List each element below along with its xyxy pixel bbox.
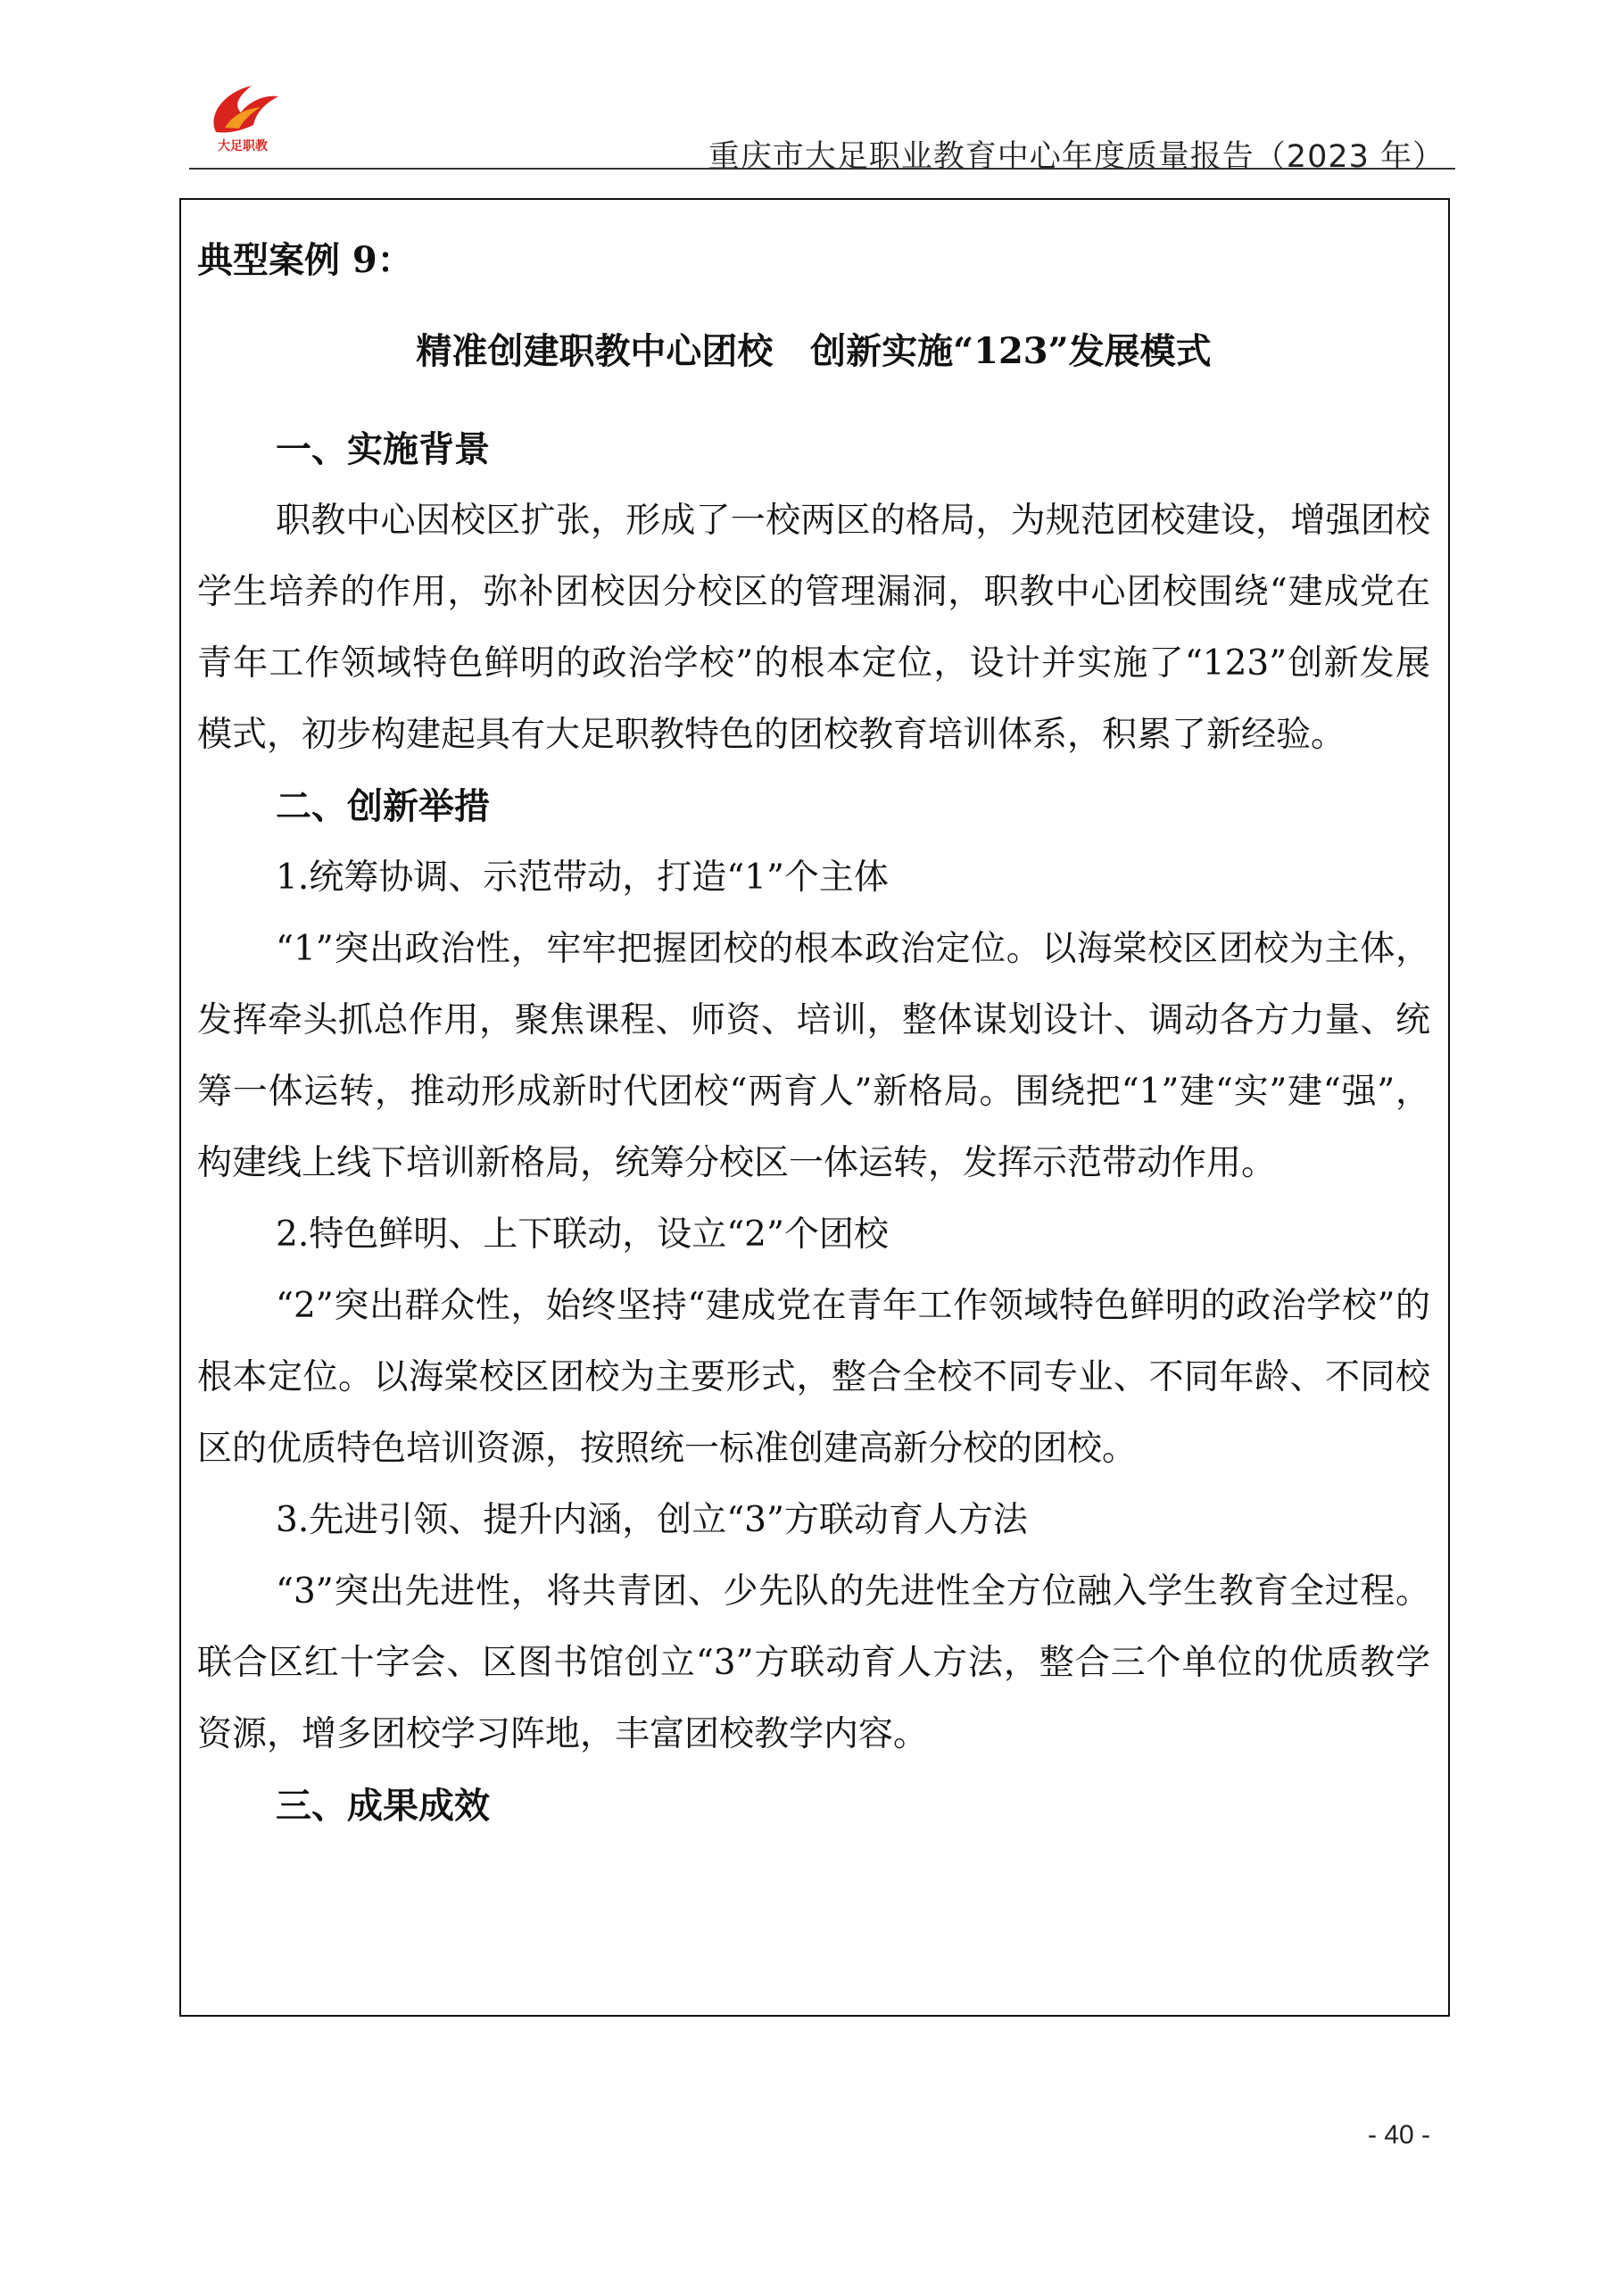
paragraph-measure-2: “2”突出群众性，始终坚持“建成党在青年工作领域特色鲜明的政治学校”的根本定位。以海棠校区团校为主要形式，整合全校不同专业、不同年龄、不同校区的优质特色培训资源，按照统一标准创建高新分校的团校。 (197, 1286, 1430, 1469)
paragraph-measure-3: “3”突出先进性，将共青团、少先队的先进性全方位融入学生教育全过程。联合区红十字会、区图书馆创立“3”方联动育人方法，整合三个单位的优质教学资源，增多团校学习阵地，丰富团校教学内容。 (197, 1571, 1430, 1754)
case-content (197, 234, 1430, 1842)
paragraph-background: 职教中心因校区扩张，形成了一校两区的格局，为规范团校建设，增强团校学生培养的作用，弥补团校因分校区的管理漏洞，职教中心团校围绕“建成党在青年工作领域特色鲜明的政治学校”的根本定位，设计并实施了“123”创新发展模式，初步构建起具有大足职教特色的团校教育培训体系，积累了新经验。 (197, 501, 1430, 755)
logo (189, 79, 296, 159)
report-title: 重庆市大足职业教育中心年度质量报告（2023 年） (708, 139, 1445, 175)
paragraph-measure-1: “1”突出政治性，牢牢把握团校的根本政治定位。以海棠校区团校为主体，发挥牵头抓总作用，聚焦课程、师资、培训，整体谋划设计、调动各方力量、统筹一体运转，推动形成新时代团校“两育人”新格局。围绕把“1”建“实”建“强”，构建线上线下培训新格局，统筹分校区一体运转，发挥示范带动作用。 (197, 929, 1430, 1183)
subheading-measure-3: 3.先进引领、提升内涵，创立“3”方联动育人方法 (276, 1500, 1028, 1540)
header-divider (189, 168, 1455, 170)
case-box (179, 198, 1450, 2017)
subheading-measure-1: 1.统筹协调、示范带动，打造“1”个主体 (276, 858, 889, 898)
section-heading-measures: 二、创新举措 (276, 785, 490, 827)
page-number: - 40 - (1367, 2120, 1430, 2150)
case-title: 精准创建职教中心团校 创新实施“123”发展模式 (416, 330, 1212, 372)
section-heading-background: 一、实施背景 (276, 428, 490, 470)
case-label: 典型案例 9： (197, 239, 413, 281)
logo-text: 大足职教 (218, 139, 268, 153)
logo-bird-icon (189, 79, 296, 159)
section-heading-results: 三、成果成效 (276, 1785, 490, 1827)
subheading-measure-2: 2.特色鲜明、上下联动，设立“2”个团校 (276, 1214, 889, 1255)
